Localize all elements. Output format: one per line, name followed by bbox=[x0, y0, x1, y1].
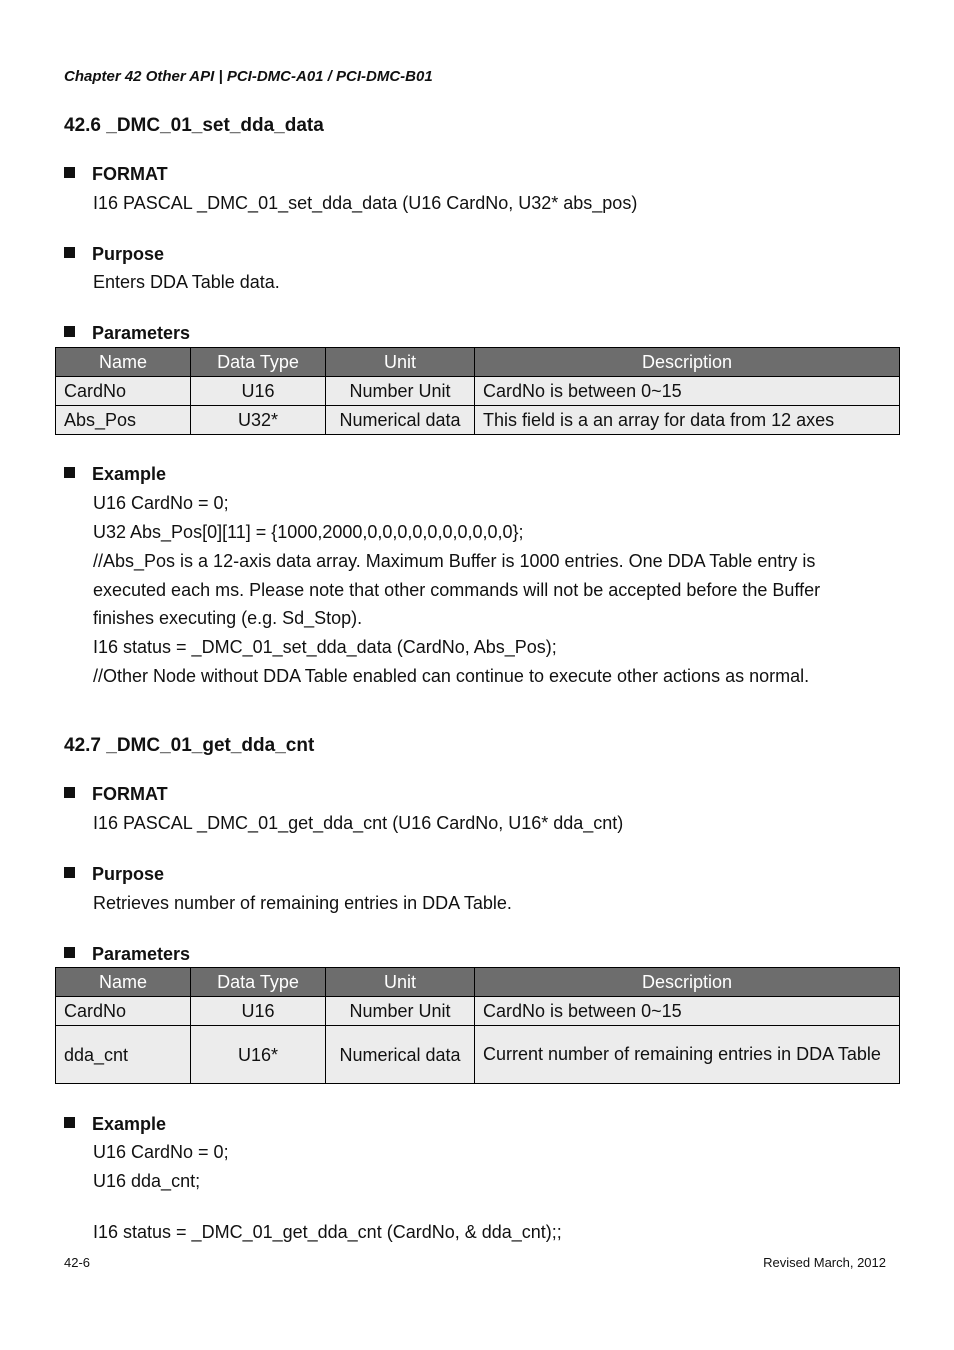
column-header-name: Name bbox=[56, 348, 191, 377]
example-line: I16 status = _DMC_01_get_dda_cnt (CardNo, & dda_cnt);; bbox=[93, 1222, 562, 1242]
column-header-unit: Unit bbox=[326, 968, 475, 997]
column-header-name: Name bbox=[56, 968, 191, 997]
bullet-square-icon bbox=[64, 167, 75, 178]
format-signature: I16 PASCAL _DMC_01_set_dda_data (U16 CardNo, U32* abs_pos) bbox=[93, 193, 638, 213]
purpose-heading: Purpose bbox=[64, 864, 164, 885]
param-name: Abs_Pos bbox=[56, 406, 191, 435]
table-row bbox=[56, 406, 900, 435]
example-line: executed each ms. Please note that other commands will not be accepted before the Buffer bbox=[93, 580, 821, 600]
param-name: CardNo bbox=[56, 377, 191, 406]
param-description: CardNo is between 0~15 bbox=[475, 377, 900, 406]
table-header-row bbox=[56, 968, 900, 997]
purpose-heading: Purpose bbox=[64, 244, 164, 265]
param-type: U16* bbox=[191, 1026, 326, 1084]
example-line: U32 Abs_Pos[0][11] = {1000,2000,0,0,0,0,0,0,0,0,0,0}; bbox=[93, 522, 524, 542]
param-unit: Numerical data bbox=[326, 406, 475, 435]
column-header-data-type: Data Type bbox=[191, 348, 326, 377]
param-description: This field is a an array for data from 12 axes bbox=[475, 406, 900, 435]
bullet-square-icon bbox=[64, 1117, 75, 1128]
bullet-square-icon bbox=[64, 867, 75, 878]
revision-date: Revised March, 2012 bbox=[763, 1255, 886, 1270]
bullet-square-icon bbox=[64, 787, 75, 798]
table-row bbox=[56, 1026, 900, 1084]
bullet-square-icon bbox=[64, 947, 75, 958]
column-header-data-type: Data Type bbox=[191, 968, 326, 997]
parameters-table bbox=[55, 347, 900, 435]
bullet-square-icon bbox=[64, 247, 75, 258]
section-title: 42.7 _DMC_01_get_dda_cnt bbox=[64, 735, 315, 756]
example-line: finishes executing (e.g. Sd_Stop). bbox=[93, 608, 363, 628]
param-name: CardNo bbox=[56, 997, 191, 1026]
example-line: U16 dda_cnt; bbox=[93, 1171, 201, 1191]
example-line: U16 CardNo = 0; bbox=[93, 493, 229, 513]
table-row bbox=[56, 377, 900, 406]
chapter-header: Chapter 42 Other API | PCI-DMC-A01 / PCI-DMC-B01 bbox=[64, 68, 433, 85]
example-line: U16 CardNo = 0; bbox=[93, 1142, 229, 1162]
table-header-row bbox=[56, 348, 900, 377]
parameters-heading: Parameters bbox=[64, 944, 190, 965]
format-heading: FORMAT bbox=[64, 164, 168, 185]
example-line: I16 status = _DMC_01_set_dda_data (CardNo, Abs_Pos); bbox=[93, 637, 557, 657]
column-header-description: Description bbox=[475, 348, 900, 377]
param-name: dda_cnt bbox=[56, 1026, 191, 1084]
param-unit: Numerical data bbox=[326, 1026, 475, 1084]
param-description: CardNo is between 0~15 bbox=[475, 997, 900, 1026]
column-header-description: Description bbox=[475, 968, 900, 997]
param-type: U32* bbox=[191, 406, 326, 435]
parameters-table bbox=[55, 967, 900, 1084]
param-type: U16 bbox=[191, 377, 326, 406]
example-line: //Abs_Pos is a 12-axis data array. Maximum Buffer is 1000 entries. One DDA Table entry is bbox=[93, 551, 816, 571]
format-heading: FORMAT bbox=[64, 784, 168, 805]
param-description: Current number of remaining entries in DDA Table bbox=[475, 1026, 900, 1084]
example-line: //Other Node without DDA Table enabled can continue to execute other actions as normal. bbox=[93, 666, 810, 686]
column-header-unit: Unit bbox=[326, 348, 475, 377]
param-unit: Number Unit bbox=[326, 997, 475, 1026]
format-signature: I16 PASCAL _DMC_01_get_dda_cnt (U16 CardNo, U16* dda_cnt) bbox=[93, 813, 624, 833]
purpose-text: Enters DDA Table data. bbox=[93, 272, 280, 292]
example-heading: Example bbox=[64, 1114, 166, 1135]
bullet-square-icon bbox=[64, 467, 75, 478]
parameters-heading: Parameters bbox=[64, 323, 190, 344]
purpose-text: Retrieves number of remaining entries in DDA Table. bbox=[93, 893, 512, 913]
example-heading: Example bbox=[64, 464, 166, 485]
table-row bbox=[56, 997, 900, 1026]
bullet-square-icon bbox=[64, 326, 75, 337]
param-unit: Number Unit bbox=[326, 377, 475, 406]
section-title: 42.6 _DMC_01_set_dda_data bbox=[64, 115, 324, 136]
page-number: 42-6 bbox=[64, 1255, 91, 1270]
param-type: U16 bbox=[191, 997, 326, 1026]
